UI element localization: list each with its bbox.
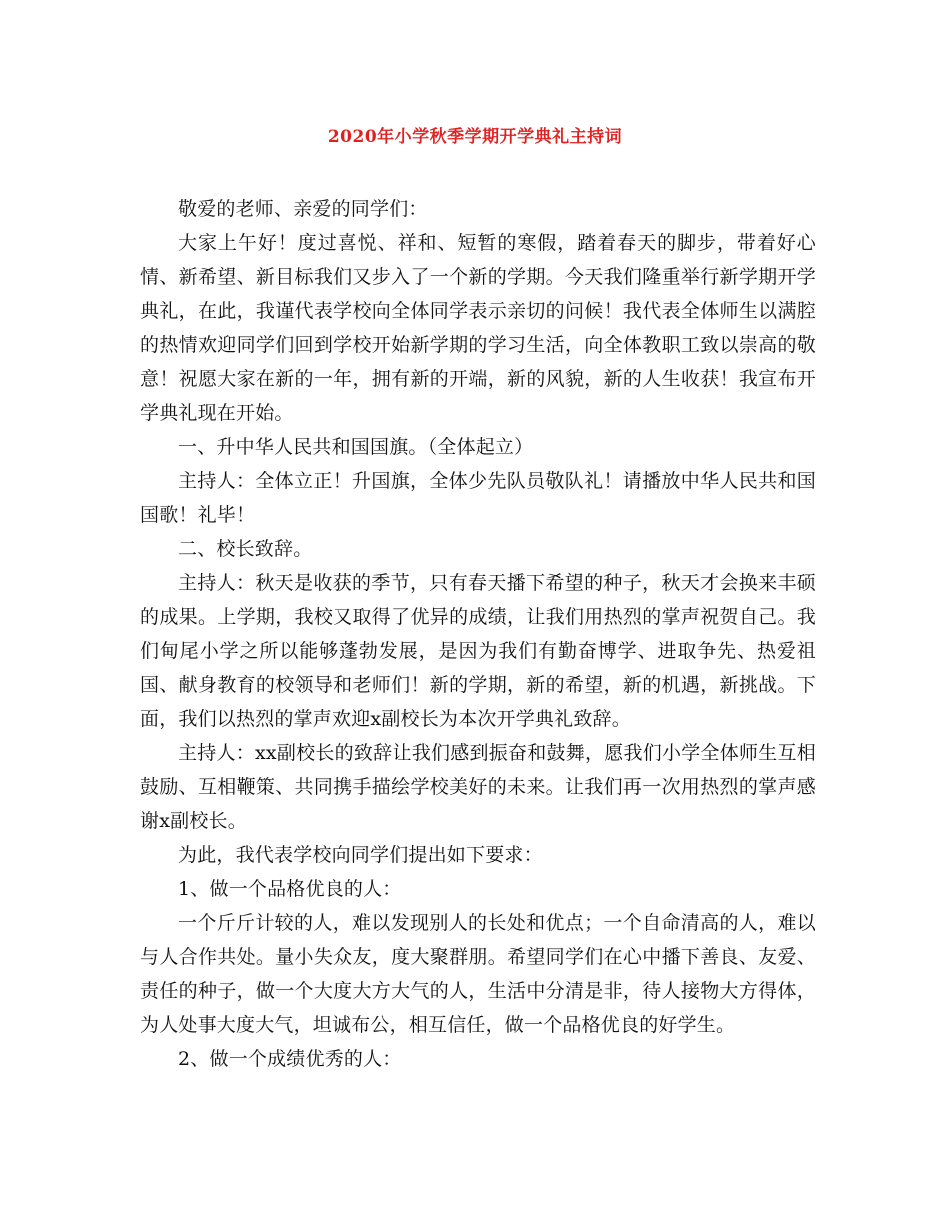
paragraph-requirement-1-detail: 一个斤斤计较的人，难以发现别人的长处和优点；一个自命清高的人，难以与人合作共处。量小失众友，度大聚群朋。希望同学们在心中播下善良、友爱、责任的种子，做一个大度大方大气的人，生活中分清是非，待人接物大方得体，为人处事大度大气，坦诚布公，相互信任，做一个品格优良的好学生。 [140, 912, 816, 1036]
paragraph-host-flag: 主持人：全体立正！升国旗，全体少先队员敬队礼！请播放中华人民共和国国歌！礼毕！ [140, 470, 816, 526]
paragraph-host-autumn: 主持人：秋天是收获的季节，只有春天播下希望的种子，秋天才会换来丰硕的成果。上学期，我校又取得了优异的成绩，让我们用热烈的掌声祝贺自己。我们甸尾小学之所以能够蓬勃发展，是因为我们有勤奋博学、进取争先、热爱祖国、献身教育的校领导和老师们！新的学期，新的希望，新的机遇，新挑战。下面，我们以热烈的掌声欢迎x副校长为本次开学典礼致辞。 [140, 572, 816, 730]
paragraph-requirements-intro: 为此，我代表学校向同学们提出如下要求： [178, 844, 543, 866]
paragraph-principal-speech: 二、校长致辞。 [178, 538, 313, 560]
document-body [140, 192, 816, 1076]
paragraph-host-thanks: 主持人：xx副校长的致辞让我们感到振奋和鼓舞，愿我们小学全体师生互相鼓励、互相鞭策、共同携手描绘学校美好的未来。让我们再一次用热烈的掌声感谢x副校长。 [140, 742, 816, 832]
document-title: 2020年小学秋季学期开学典礼主持词 [327, 127, 623, 147]
paragraph-opening: 大家上午好！度过喜悦、祥和、短暂的寒假，踏着春天的脚步，带着好心情、新希望、新目标我们又步入了一个新的学期。今天我们隆重举行新学期开学典礼，在此，我谨代表学校向全体同学表示亲切的问候！我代表全体师生以满腔的热情欢迎同学们回到学校开始新学期的学习生活，向全体教职工致以崇高的敬意！祝愿大家在新的一年，拥有新的开端，新的风貌，新的人生收获！我宣布开学典礼现在开始。 [140, 232, 816, 424]
paragraph-flag-raising: 一、升中华人民共和国国旗。（全体起立） [178, 436, 534, 458]
paragraph-requirement-2: 2、做一个成绩优秀的人： [178, 1048, 402, 1070]
paragraph-greeting: 敬爱的老师、亲爱的同学们： [178, 198, 428, 220]
paragraph-requirement-1: 1、做一个品格优良的人： [178, 878, 402, 900]
